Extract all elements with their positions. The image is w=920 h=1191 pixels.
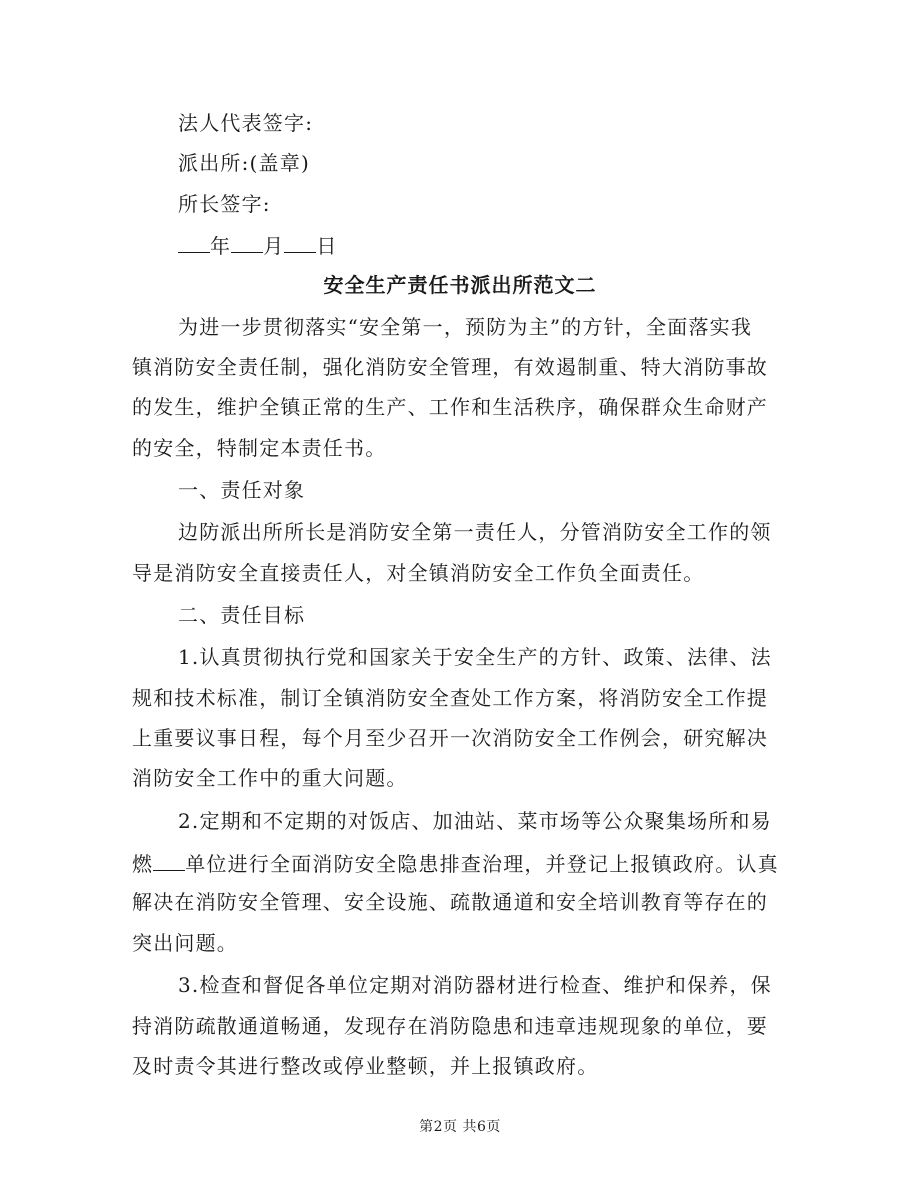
intro-line-4: 的安全，特制定本责任书。 bbox=[132, 436, 387, 460]
date-line bbox=[178, 234, 838, 256]
station-seal: 派出所:(盖章) bbox=[178, 151, 310, 175]
item2-line-2 bbox=[132, 852, 792, 874]
chief-signature: 所长签字: bbox=[178, 192, 271, 216]
item2-line-1: 2.定期和不定期的对饭店、加油站、菜市场等公众聚集场所和易 bbox=[178, 809, 772, 833]
item1-line-1: 1.认真贯彻执行党和国家关于安全生产的方针、政策、法律、法 bbox=[178, 645, 772, 669]
section2-heading: 二、责任目标 bbox=[178, 603, 306, 627]
day-blank bbox=[284, 234, 316, 253]
month-blank bbox=[231, 234, 263, 253]
item1-line-3: 上重要议事日程，每个月至少召开一次消防安全工作例会，研究解决 bbox=[132, 726, 768, 750]
item1-line-4: 消防安全工作中的重大问题。 bbox=[132, 766, 408, 790]
section1-line-2: 导是消防安全直接责任人，对全镇消防安全工作负全面责任。 bbox=[132, 561, 705, 585]
item1-line-2: 规和技术标准，制订全镇消防安全查处工作方案，将消防安全工作提 bbox=[132, 686, 768, 710]
intro-line-2: 镇消防安全责任制，强化消防安全管理，有效遏制重、特大消防事故 bbox=[132, 355, 768, 379]
day-label: 日 bbox=[316, 234, 338, 258]
item2-blank bbox=[153, 852, 185, 871]
item2-line-3: 解决在消防安全管理、安全设施、疏散通道和安全培训教育等存在的 bbox=[132, 890, 768, 914]
intro-line-1: 为进一步贯彻落实“安全第一，预防为主”的方针，全面落实我 bbox=[178, 315, 753, 339]
item3-line-1: 3.检查和督促各单位定期对消防器材进行检查、维护和保养，保 bbox=[178, 973, 772, 997]
intro-line-3: 的发生，维护全镇正常的生产、工作和生活秩序，确保群众生命财产 bbox=[132, 395, 768, 419]
item3-line-2: 持消防疏散通道畅通，发现存在消防隐患和违章违规现象的单位，要 bbox=[132, 1014, 768, 1038]
section1-line-1: 边防派出所所长是消防安全第一责任人，分管消防安全工作的领 bbox=[178, 520, 772, 544]
item2-line-2-start: 燃 bbox=[132, 852, 154, 876]
section1-heading: 一、责任对象 bbox=[178, 478, 306, 502]
legal-rep-signature: 法人代表签字: bbox=[178, 111, 314, 135]
year-blank bbox=[178, 234, 210, 253]
item3-line-3: 及时责令其进行整改或停业整顿，并上报镇政府。 bbox=[132, 1054, 599, 1078]
item2-line-4: 突出问题。 bbox=[132, 931, 238, 955]
item2-line-2-end: 单位进行全面消防安全隐患排查治理，并登记上报镇政府。认真 bbox=[185, 852, 779, 876]
document-title: 安全生产责任书派出所范文二 bbox=[323, 273, 597, 297]
year-label: 年 bbox=[210, 234, 232, 258]
month-label: 月 bbox=[263, 234, 285, 258]
page-number: 第2页 共6页 bbox=[419, 1119, 501, 1135]
